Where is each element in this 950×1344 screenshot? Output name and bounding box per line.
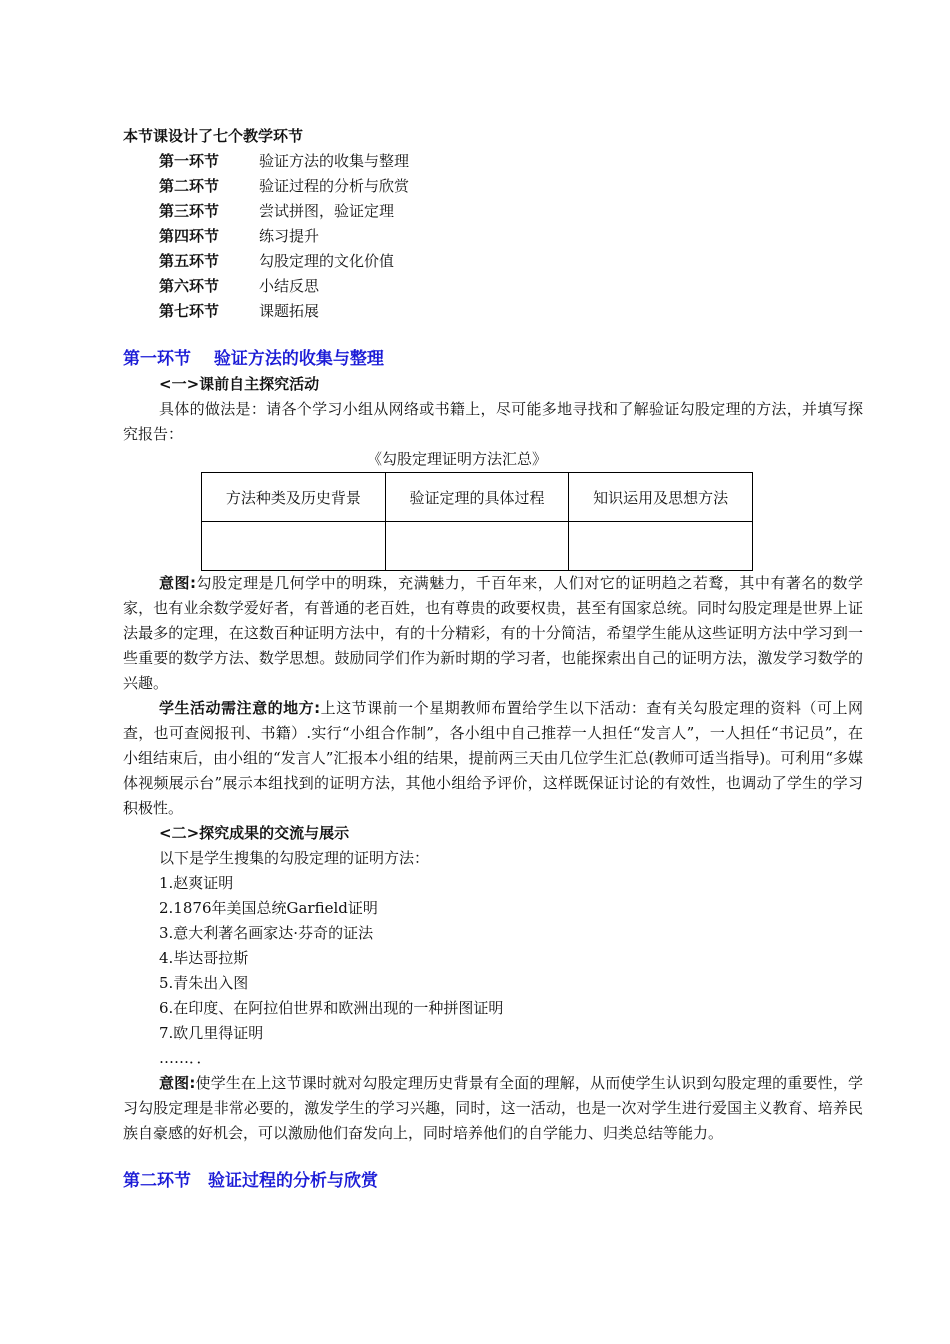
table-caption: 《勾股定理证明方法汇总》 [366, 450, 547, 468]
outline-item [159, 274, 863, 299]
list-item: 4.毕达哥拉斯 [159, 949, 249, 967]
document-page [123, 124, 863, 1194]
outline-item [159, 224, 863, 249]
table-header-cell: 方法种类及历史背景 [202, 473, 386, 522]
outline-item [159, 174, 863, 199]
table-header-cell: 验证定理的具体过程 [385, 473, 569, 522]
outline-text: 小结反思 [259, 277, 320, 295]
section-2-heading: 第二环节 验证过程的分析与欣赏 [123, 1171, 378, 1191]
notes-paragraph [123, 696, 863, 821]
outline-num: 第一环节 [159, 152, 220, 170]
notes-label: 学生活动需注意的地方: [159, 699, 321, 717]
table-cell [385, 522, 569, 571]
outline-num: 第二环节 [159, 177, 220, 195]
outline-num: 第五环节 [159, 252, 220, 270]
outline-num: 第六环节 [159, 277, 220, 295]
outline-item [159, 149, 863, 174]
outline-text: 验证过程的分析与欣赏 [259, 177, 410, 195]
outline-text: 课题拓展 [259, 302, 320, 320]
paragraph-method: 具体的做法是：请各个学习小组从网络或书籍上，尽可能多地寻找和了解验证勾股定理的方法，并填写探究报告： [123, 400, 863, 443]
outline-list [159, 149, 863, 324]
list-item: 1.赵爽证明 [159, 874, 234, 892]
outline-text: 练习提升 [259, 227, 320, 245]
outline-item [159, 299, 863, 324]
outline-text: 勾股定理的文化价值 [259, 252, 395, 270]
table-row [202, 522, 753, 571]
outline-text: 尝试拼图，验证定理 [259, 202, 395, 220]
outline-num: 第三环节 [159, 202, 220, 220]
summary-table [201, 472, 753, 571]
outline-item [159, 249, 863, 274]
table-row [202, 473, 753, 522]
intent-label: 意图: [159, 574, 197, 592]
intent-text: 勾股定理是几何学中的明珠，充满魅力，千百年来，人们对它的证明趋之若鹜，其中有著名的数学家，也有业余数学爱好者，有普通的老百姓，也有尊贵的政要权贵，甚至有国家总统。同时勾股定理是世界上证法最多的定理，在这数百种证明方法中，有的十分精彩，有的十分简洁，希望学生能从这些证明方法中学习到一些重要的数学方法、数学思想。鼓励同学们作为新时期的学习者，也能探索出自己的证明方法，激发学习数学的兴趣。 [123, 574, 863, 692]
section-1-heading: 第一环节 验证方法的收集与整理 [123, 349, 384, 369]
table-header-cell: 知识运用及思想方法 [569, 473, 753, 522]
outline-num: 第七环节 [159, 302, 220, 320]
outline-item [159, 199, 863, 224]
intent-paragraph-1 [123, 571, 863, 696]
list-item: 5.青朱出入图 [159, 974, 249, 992]
list-item: 7.欧几里得证明 [159, 1024, 264, 1042]
outline-num: 第四环节 [159, 227, 220, 245]
notes-text: 上这节课前一个星期教师布置给学生以下活动：查有关勾股定理的资料（可上网查，也可查阅报刊、书籍）.实行“小组合作制”，各小组中自己推荐一人担任“发言人”，一人担任“书记员”，在小组结束后，由小组的“发言人”汇报本小组的结果，提前两三天由几位学生汇总(教师可适当指导)。可利用“多媒体视频展示台”展示本组找到的证明方法，其他小组给予评价，这样既保证讨论的有效性，也调动了学生的学习积极性。 [123, 699, 863, 817]
table-cell [569, 522, 753, 571]
list-item: 2.1876年美国总统Garfield证明 [159, 899, 378, 917]
proof-list [159, 846, 863, 1071]
intro-title: 本节课设计了七个教学环节 [123, 127, 304, 145]
intent-text: 使学生在上这节课时就对勾股定理历史背景有全面的理解，从而使学生认识到勾股定理的重要性，学习勾股定理是非常必要的，激发学生的学习兴趣，同时，这一活动，也是一次对学生进行爱国主义教育、培养民族自豪感的好机会，可以激励他们奋发向上，同时培养他们的自学能力、归类总结等能力。 [123, 1074, 864, 1142]
list-item: 6.在印度、在阿拉伯世界和欧洲出现的一种拼图证明 [159, 999, 504, 1017]
sub-heading-1: <一>课前自主探究活动 [159, 375, 320, 393]
outline-text: 验证方法的收集与整理 [259, 152, 410, 170]
list-item: 3.意大利著名画家达·芬奇的证法 [159, 924, 374, 942]
list-intro: 以下是学生搜集的勾股定理的证明方法： [159, 849, 430, 867]
table-cell [202, 522, 386, 571]
intent-label: 意图: [159, 1074, 196, 1092]
intent-paragraph-2 [123, 1071, 863, 1146]
list-item: ……．． [159, 1049, 212, 1067]
sub-heading-2: <二>探究成果的交流与展示 [159, 824, 350, 842]
